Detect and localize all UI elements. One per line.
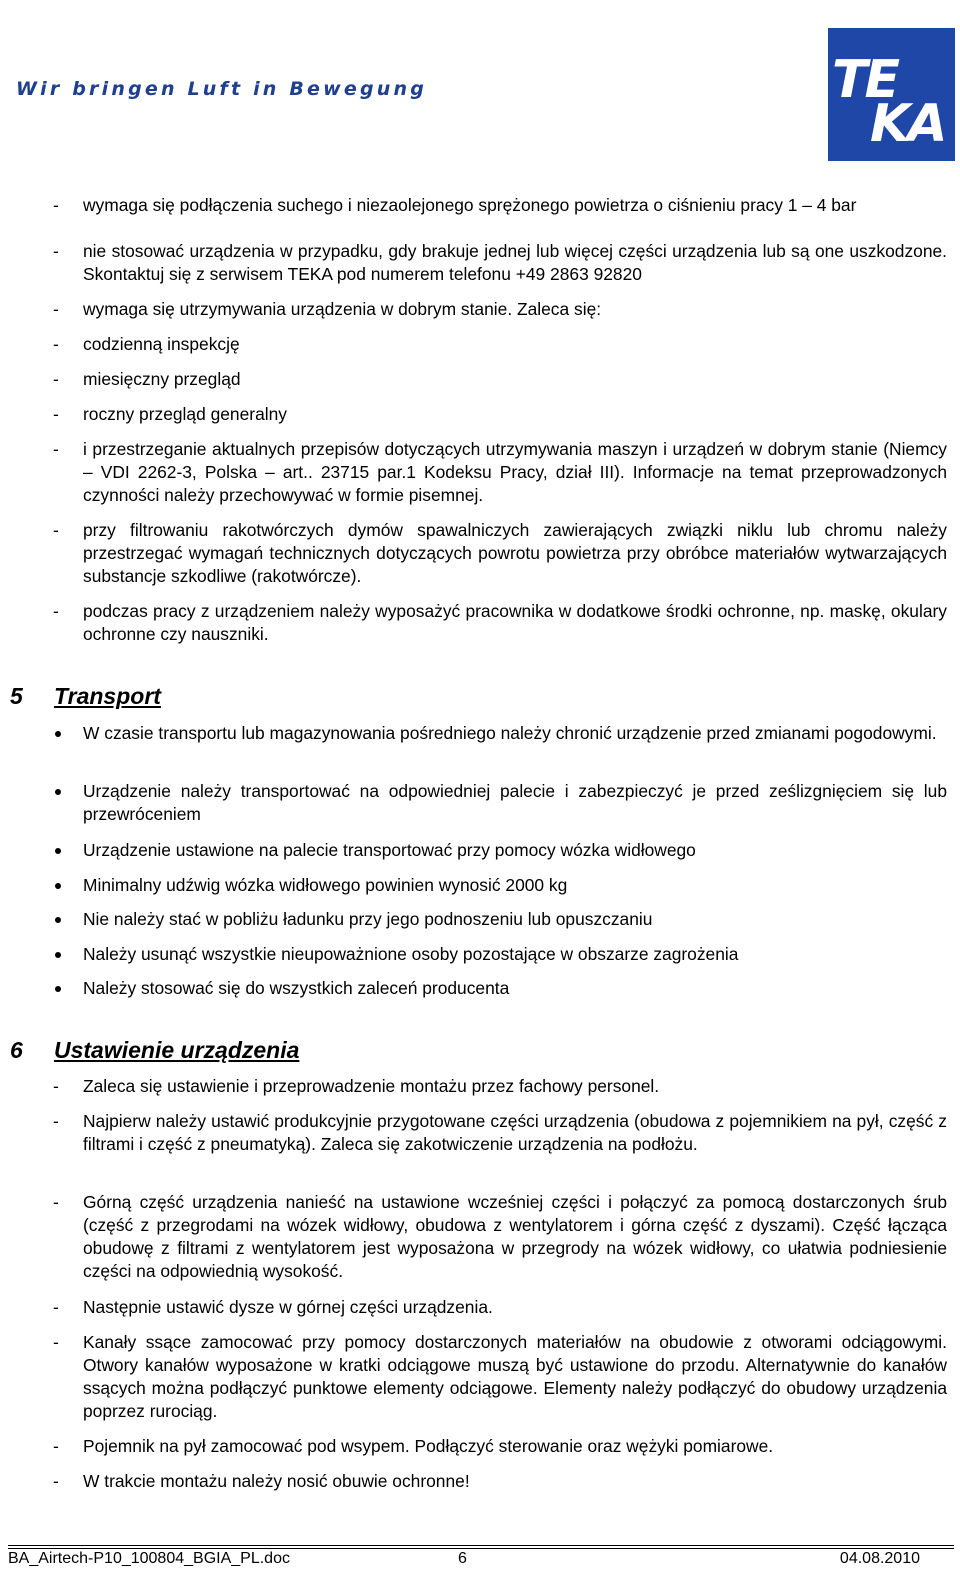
list-item-text: W trakcie montażu należy nosić obuwie ochronne!	[83, 1471, 470, 1491]
list-item-text: codzienną inspekcję	[83, 334, 240, 354]
dash-marker: -	[53, 1471, 59, 1491]
list-item	[83, 943, 947, 966]
list-item-text: przy filtrowaniu rakotwórczych dymów spawalniczych zawierających związki niklu lub chromu należy przestrzegać wymagań technicznych dotyczących powrotu powietrza przy obróbce materiałów wytwarzających substancje szkodliwe (rakotwórcze).	[83, 520, 947, 586]
list-item-text: Urządzenie ustawione na palecie transportować przy pomocy wózka widłowego	[83, 840, 696, 860]
section-title: Transport	[54, 683, 161, 709]
list-item-text: Urządzenie należy transportować na odpowiedniej palecie i zabezpieczyć je przed ześlizgnięciem się lub przewróceniem	[83, 781, 947, 824]
list-item	[53, 519, 947, 588]
list-item	[83, 874, 947, 897]
list-item	[53, 1110, 947, 1156]
dash-marker: -	[53, 404, 59, 424]
list-item-text: roczny przegląd generalny	[83, 404, 287, 424]
bullet-icon	[55, 952, 61, 958]
company-tagline: Wir bringen Luft in Bewegung	[16, 78, 428, 100]
section-number: 5	[10, 683, 23, 709]
list-item	[83, 722, 947, 745]
list-item	[53, 333, 947, 356]
list-item-text: Następnie ustawić dysze w górnej części urządzenia.	[83, 1297, 493, 1317]
list-item-text: miesięczny przegląd	[83, 369, 241, 389]
list-item-text: Minimalny udźwig wózka widłowego powinien wynosić 2000 kg	[83, 875, 568, 895]
section-title: Ustawienie urządzenia	[54, 1037, 300, 1063]
list-item-text: Pojemnik na pył zamocować pod wsypem. Podłączyć sterowanie oraz wężyki pomiarowe.	[83, 1436, 774, 1456]
dash-marker: -	[53, 439, 59, 459]
bullet-icon	[55, 986, 61, 992]
dash-marker: -	[53, 1076, 59, 1096]
list-item-text: Kanały ssące zamocować przy pomocy dostarczonych materiałów na obudowie z otworami odciągowymi. Otwory kanałów wyposażone w kratki odciągowe muszą być ustawione do przodu. Alternatywnie do kanałów ssących można podłączyć punktowe elementy odciągowe. Elementy należy podłączyć do obudowy urządzenia poprzez rurociąg.	[83, 1332, 947, 1421]
bullet-icon	[55, 731, 61, 737]
section-number: 6	[10, 1037, 23, 1063]
footer-divider	[8, 1545, 954, 1546]
list-item	[53, 194, 947, 217]
list-item-text: i przestrzeganie aktualnych przepisów dotyczących utrzymywania maszyn i urządzeń w dobrym stanie (Niemcy – VDI 2262-3, Polska – art.. 23715 par.1 Kodeksu Pracy, dział III). Informacje na temat przeprowadzonych czynności należy przechowywać w formie pisemnej.	[83, 439, 947, 505]
list-item	[53, 403, 947, 426]
dash-marker: -	[53, 1192, 59, 1212]
list-item	[53, 240, 947, 286]
list-item	[53, 600, 947, 646]
list-item-text: Najpierw należy ustawić produkcyjnie przygotowane części urządzenia (obudowa z pojemnikiem na pył, część z filtrami i część z pneumatyką). Zaleca się zakotwiczenie urządzenia na podłożu.	[83, 1111, 947, 1154]
list-item	[53, 298, 947, 321]
teka-logo	[828, 28, 955, 161]
logo-text-bottom: KA	[870, 94, 945, 154]
list-item-text: Należy usunąć wszystkie nieupoważnione osoby pozostające w obszarze zagrożenia	[83, 944, 739, 964]
list-item	[53, 1191, 947, 1283]
list-item	[83, 977, 947, 1000]
footer-filename: BA_Airtech-P10_100804_BGIA_PL.doc	[8, 1550, 290, 1567]
list-item	[83, 908, 947, 931]
bullet-icon	[55, 848, 61, 854]
list-item	[53, 1331, 947, 1423]
logo-text-top: TE	[832, 50, 897, 110]
dash-marker: -	[53, 601, 59, 621]
dash-marker: -	[53, 1332, 59, 1352]
list-item-text: wymaga się utrzymywania urządzenia w dobrym stanie. Zaleca się:	[83, 299, 602, 319]
list-item	[83, 780, 947, 826]
dash-marker: -	[53, 334, 59, 354]
dash-marker: -	[53, 1297, 59, 1317]
list-item	[53, 438, 947, 507]
footer-date: 04.08.2010	[839, 1550, 920, 1567]
bullet-icon	[55, 917, 61, 923]
dash-marker: -	[53, 1436, 59, 1456]
dash-marker: -	[53, 195, 59, 215]
list-item-text: Należy stosować się do wszystkich zaleceń producenta	[83, 978, 510, 998]
list-item-text: Górną część urządzenia nanieść na ustawione wcześniej części i połączyć za pomocą dostarczonych śrub (część z przegrodami na wózek widłowy, obudowa z wentylatorem i górna część z dyszami). Część łącząca obudowę z filtrami z wentylatorem jest wyposażona w przegrody na wózek widłowy, co ułatwia podniesienie części na odpowiednią wysokość.	[83, 1192, 947, 1281]
list-item	[53, 1296, 947, 1319]
dash-marker: -	[53, 299, 59, 319]
list-item-text: Nie należy stać w pobliżu ładunku przy jego podnoszeniu lub opuszczaniu	[83, 909, 653, 929]
list-item	[83, 839, 947, 862]
list-item	[53, 1435, 947, 1458]
list-item-text: W czasie transportu lub magazynowania pośredniego należy chronić urządzenie przed zmianami pogodowymi.	[83, 723, 937, 743]
list-item-text: wymaga się podłączenia suchego i niezaolejonego sprężonego powietrza o ciśnieniu pracy 1 – 4 bar	[83, 195, 857, 215]
dash-marker: -	[53, 369, 59, 389]
list-item-text: podczas pracy z urządzeniem należy wyposażyć pracownika w dodatkowe środki ochronne, np. maskę, okulary ochronne czy nauszniki.	[83, 601, 947, 644]
list-item	[53, 1470, 947, 1493]
dash-marker: -	[53, 520, 59, 540]
bullet-icon	[55, 883, 61, 889]
dash-marker: -	[53, 241, 59, 261]
bullet-icon	[55, 789, 61, 795]
list-item-text: nie stosować urządzenia w przypadku, gdy brakuje jednej lub więcej części urządzenia lub są one uszkodzone. Skontaktuj się z serwisem TEKA pod numerem telefonu +49 2863 92820	[83, 241, 947, 284]
list-item	[53, 368, 947, 391]
list-item	[53, 1075, 947, 1098]
list-item-text: Zaleca się ustawienie i przeprowadzenie montażu przez fachowy personel.	[83, 1076, 660, 1096]
dash-marker: -	[53, 1111, 59, 1131]
footer-page-number: 6	[458, 1550, 467, 1567]
